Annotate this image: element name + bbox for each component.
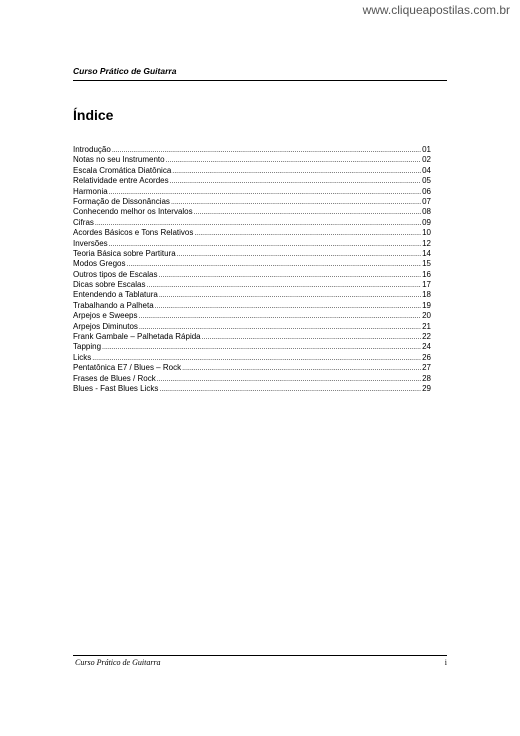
toc-entry-label: Formação de Dissonâncias (73, 196, 170, 206)
toc-entry-label: Arpejos Diminutos (73, 321, 138, 331)
toc-entry-page: 29 (422, 383, 431, 393)
toc-entry-page: 24 (422, 342, 431, 352)
toc-entry[interactable] (73, 176, 431, 186)
toc-entry-page: 01 (422, 145, 431, 154)
toc-entry-page: 02 (422, 155, 431, 165)
toc-leader-dots (159, 385, 421, 395)
toc-entry-label: Notas no seu Instrumento (73, 155, 165, 165)
toc-entry-label: Inversões (73, 238, 108, 248)
toc-leader-dots (170, 177, 421, 187)
toc-entry-label: Licks (73, 352, 92, 362)
toc-entry-page: 10 (422, 228, 431, 238)
page-title: Índice (73, 107, 114, 123)
toc-entry[interactable] (73, 166, 431, 176)
toc-entry[interactable] (73, 218, 431, 228)
toc-entry-page: 09 (422, 217, 431, 227)
footer-divider (73, 655, 447, 656)
toc-entry[interactable] (73, 353, 431, 363)
toc-leader-dots (182, 364, 421, 374)
toc-entry-label: Trabalhando a Palheta (73, 300, 154, 310)
toc-entry-page: 21 (422, 321, 431, 331)
footer-page-number: i (444, 658, 447, 667)
toc-entry-label: Pentatônica E7 / Blues – Rock (73, 363, 182, 373)
toc-entry-page: 07 (422, 196, 431, 206)
toc-entry-page: 19 (422, 300, 431, 310)
toc-leader-dots (194, 229, 421, 239)
toc-entry[interactable] (73, 145, 431, 155)
toc-entry-page: 18 (422, 290, 431, 300)
toc-entry[interactable] (73, 197, 431, 207)
toc-entry-label: Tapping (73, 342, 102, 352)
header-divider (73, 80, 447, 81)
toc-entry-label: Conhecendo melhor os Intervalos (73, 207, 193, 217)
toc-leader-dots (138, 312, 421, 322)
toc-entry-label: Escala Cromática Diatônica (73, 165, 172, 175)
toc-entry[interactable] (73, 187, 431, 197)
toc-leader-dots (158, 271, 421, 281)
toc-entry-page: 28 (422, 373, 431, 383)
toc-entry[interactable] (73, 363, 431, 373)
toc-leader-dots (157, 375, 421, 385)
toc-entry[interactable] (73, 374, 431, 384)
toc-leader-dots (155, 302, 421, 312)
toc-leader-dots (126, 260, 421, 270)
toc-entry-page: 06 (422, 186, 431, 196)
toc-leader-dots (194, 208, 421, 218)
toc-entry-page: 05 (422, 176, 431, 186)
toc-entry-page: 27 (422, 363, 431, 373)
toc-entry-page: 14 (422, 248, 431, 258)
toc-entry-label: Frank Gambale – Palhetada Rápida (73, 332, 201, 342)
toc-leader-dots (171, 198, 421, 208)
toc-leader-dots (172, 167, 421, 177)
toc-entry-page: 26 (422, 352, 431, 362)
toc-leader-dots (102, 343, 421, 353)
running-head: Curso Prático de Guitarra (73, 66, 177, 76)
toc-entry[interactable] (73, 155, 431, 165)
toc-entry[interactable] (73, 290, 431, 300)
watermark-url: www.cliqueapostilas.com.br (362, 3, 510, 17)
toc-entry-page: 16 (422, 269, 431, 279)
footer-title: Curso Prático de Guitarra (75, 658, 161, 667)
toc-entry-label: Frases de Blues / Rock (73, 373, 156, 383)
toc-entry-label: Acordes Básicos e Tons Relativos (73, 228, 194, 238)
toc-entry-page: 22 (422, 332, 431, 342)
toc-entry-page: 17 (422, 280, 431, 290)
toc-entry[interactable] (73, 322, 431, 332)
toc-entry-label: Arpejos e Sweeps (73, 311, 138, 321)
toc-entry-page: 08 (422, 207, 431, 217)
toc-leader-dots (166, 156, 421, 166)
toc-entry[interactable] (73, 311, 431, 321)
toc-entry-label: Relatividade entre Acordes (73, 176, 169, 186)
toc-entry[interactable] (73, 207, 431, 217)
table-of-contents (73, 145, 431, 394)
toc-leader-dots (177, 250, 421, 260)
toc-leader-dots (202, 333, 421, 343)
toc-entry[interactable] (73, 342, 431, 352)
toc-entry-label: Introdução (73, 145, 111, 154)
toc-entry-page: 15 (422, 259, 431, 269)
toc-entry-label: Dicas sobre Escalas (73, 280, 146, 290)
toc-entry[interactable] (73, 332, 431, 342)
toc-entry-label: Blues - Fast Blues Licks (73, 383, 159, 393)
toc-entry-page: 12 (422, 238, 431, 248)
toc-entry-label: Entendendo a Tablatura (73, 290, 158, 300)
toc-entry-page: 20 (422, 311, 431, 321)
toc-entry[interactable] (73, 259, 431, 269)
toc-entry[interactable] (73, 280, 431, 290)
toc-leader-dots (146, 281, 421, 291)
toc-entry-label: Cifras (73, 217, 94, 227)
toc-entry[interactable] (73, 228, 431, 238)
toc-leader-dots (159, 291, 421, 301)
toc-entry[interactable] (73, 301, 431, 311)
toc-entry[interactable] (73, 239, 431, 249)
toc-entry-label: Teoria Básica sobre Partitura (73, 248, 176, 258)
toc-entry[interactable] (73, 270, 431, 280)
toc-entry-label: Outros tipos de Escalas (73, 269, 158, 279)
toc-entry-label: Harmonia (73, 186, 108, 196)
toc-entry-page: 04 (422, 165, 431, 175)
toc-entry-label: Modos Gregos (73, 259, 126, 269)
toc-entry[interactable] (73, 249, 431, 259)
toc-entry[interactable] (73, 384, 431, 394)
